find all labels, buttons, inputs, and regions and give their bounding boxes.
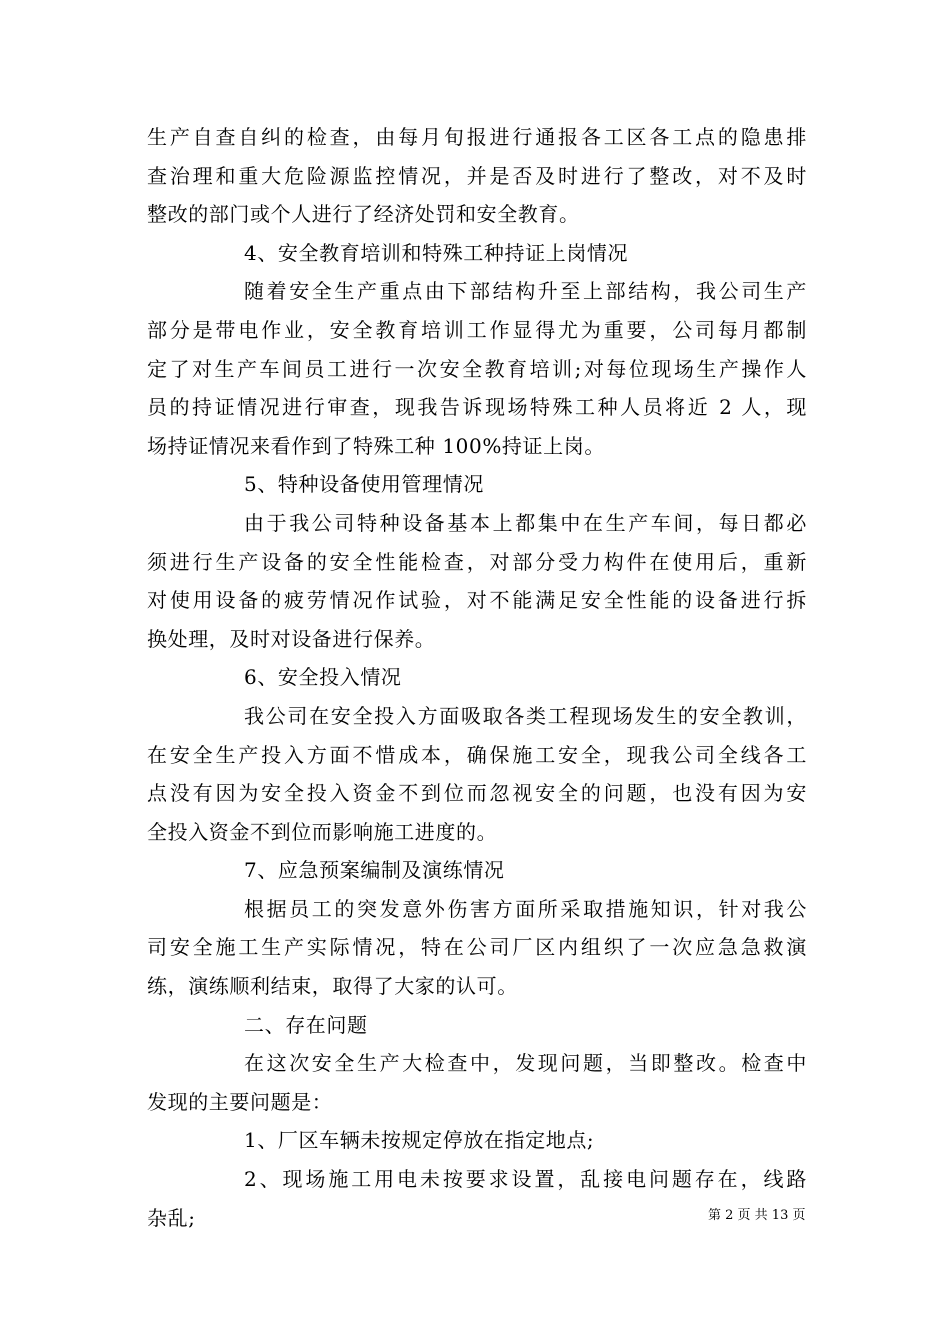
text-line: 换处理，及时对设备进行保养。 — [147, 626, 436, 651]
text-line: 根据员工的突发意外伤害方面所采取措施知识，针对我公 — [244, 896, 807, 921]
text-line: 我公司在安全投入方面吸取各类工程现场发生的安全教训， — [244, 703, 807, 728]
list-item: 2、现场施工用电未按要求设置，乱接电问题存在，线路 — [244, 1167, 807, 1192]
text-line: 定了对生产车间员工进行一次安全教育培训;对每位现场生产操作人 — [147, 356, 807, 381]
text-line: 员的持证情况进行审查，现我告诉现场特殊工种人员将近 2 人，现 — [147, 395, 807, 420]
section-heading: 二、存在问题 — [244, 1012, 368, 1037]
page-number: 第 2 页 共 13 页 — [708, 1208, 806, 1223]
text-line: 发现的主要问题是： — [147, 1089, 333, 1114]
section-heading: 4、安全教育培训和特殊工种持证上岗情况 — [244, 240, 629, 265]
text-line: 点没有因为安全投入资金不到位而忽视安全的问题，也没有因为安 — [147, 781, 807, 806]
text-line: 随着安全生产重点由下部结构升至上部结构，我公司生产 — [244, 279, 807, 304]
section-heading: 6、安全投入情况 — [244, 665, 402, 690]
text-line: 整改的部门或个人进行了经济处罚和安全教育。 — [147, 202, 580, 227]
text-line: 全投入资金不到位而影响施工进度的。 — [147, 819, 498, 844]
text-line: 司安全施工生产实际情况，特在公司厂区内组织了一次应急急救演 — [147, 935, 807, 960]
text-line: 对使用设备的疲劳情况作试验，对不能满足安全性能的设备进行拆 — [147, 588, 807, 613]
text-line: 须进行生产设备的安全性能检查，对部分受力构件在使用后，重新 — [147, 549, 807, 574]
document-body — [147, 118, 807, 1237]
section-heading: 7、应急预案编制及演练情况 — [244, 858, 505, 883]
text-line: 杂乱; — [147, 1205, 196, 1230]
text-line: 由于我公司特种设备基本上都集中在生产车间，每日都必 — [244, 510, 807, 535]
text-line: 场持证情况来看作到了特殊工种 100%持证上岗。 — [147, 433, 605, 458]
text-line: 练，演练顺利结束，取得了大家的认可。 — [147, 974, 518, 999]
text-line: 在安全生产投入方面不惜成本，确保施工安全，现我公司全线各工 — [147, 742, 807, 767]
list-item: 1、厂区车辆未按规定停放在指定地点; — [244, 1128, 595, 1153]
text-line: 部分是带电作业，安全教育培训工作显得尤为重要，公司每月都制 — [147, 317, 807, 342]
text-line: 在这次安全生产大检查中，发现问题，当即整改。检查中 — [244, 1051, 807, 1076]
text-line: 生产自查自纠的检查，由每月旬报进行通报各工区各工点的隐患排 — [147, 125, 807, 149]
text-line: 查治理和重大危险源监控情况，并是否及时进行了整改，对不及时 — [147, 163, 807, 188]
section-heading: 5、特种设备使用管理情况 — [244, 472, 484, 497]
